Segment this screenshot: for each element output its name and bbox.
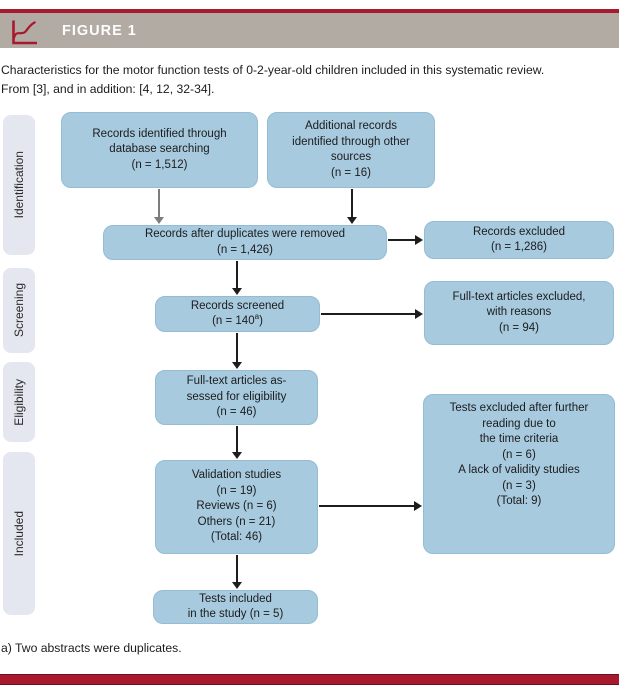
footnote-marker: a [254,312,260,322]
n-value-close: ) [259,315,263,327]
box-line: reading due to [482,417,556,430]
box-line: (n = 3) [502,479,536,492]
box-line: Records identified through [92,127,227,140]
arrow-duplicates-to-screened [232,261,242,295]
box-line: Additional records [304,120,398,132]
arrow-additional-to-duplicates [347,189,357,224]
box-line: (Total: 9) [496,495,542,507]
flow-box-records-screened [155,296,320,332]
box-line: (n = 1,512) [131,158,188,171]
box-line: Full-text articles as- [186,375,287,388]
flow-box-tests-excluded [423,394,615,554]
box-line: database searching [109,143,210,156]
box-line: (n = 1,426) [217,243,273,256]
arrow-duplicates-to-excluded [388,235,423,245]
stage-label: Eligibility [12,378,26,426]
box-line: Full-text articles excluded, [452,290,586,303]
box-line: (n = 1,286) [491,241,547,253]
caption-line: From [3], and in addition: [4, 12, 32-34]. [1,82,215,96]
stage-bar-identification [3,115,35,255]
figure-caption [1,61,617,99]
flow-box-tests-included [153,590,318,624]
box-line: Records excluded [472,225,566,238]
box-line: (n = 16) [331,166,371,179]
stage-label: Identification [12,151,26,219]
box-line: Tests excluded after further [449,402,589,414]
stage-bar-eligibility [3,362,35,442]
box-line: Others (n = 21) [197,515,276,528]
box-line: sessed for eligibility [186,390,287,403]
stage-label: Included [12,510,26,557]
n-value: (n = 140 [212,315,255,327]
box-line: Reviews (n = 6) [196,500,277,513]
flow-box-validation-studies [155,460,318,554]
box-line: Validation studies [191,469,282,482]
arrow-validation-to-tests-excluded [319,501,422,511]
box-line: with reasons [486,306,552,319]
figure-footnote: a) Two abstracts were duplicates. [1,641,182,655]
box-line: (Total: 46) [210,531,263,544]
flow-box-records-excluded [424,221,614,259]
box-line: in the study (n = 5) [187,608,284,620]
stage-bar-screening [3,268,35,353]
box-line: sources [330,151,372,163]
box-line: A lack of validity studies [458,464,580,476]
stage-bar-included [3,452,35,615]
box-line: (n = 19) [216,484,257,497]
box-line [212,314,263,330]
stage-label: Screening [12,283,26,338]
flow-box-after-duplicates [103,225,387,260]
box-line: Records after duplicates were removed [144,228,346,240]
arrow-identified-to-duplicates [154,189,164,224]
arrow-screened-to-assessed [232,333,242,369]
flow-box-records-identified [61,112,258,188]
flow-box-fulltext-assessed [155,370,318,425]
box-line: the time criteria [479,433,559,445]
flow-box-fulltext-excluded [424,281,614,345]
arrow-assessed-to-validation [232,426,242,459]
box-line: identified through other [292,135,410,148]
arrow-screened-to-fulltext-excluded [321,309,423,319]
caption-line: Characteristics for the motor function tests of 0-2-year-old children included in this systematic review. [1,63,545,77]
figure-title: FIGURE 1 [62,22,137,39]
flow-box-additional-records [267,112,435,188]
line-chart-icon [9,17,39,52]
box-line: Records screened [190,299,285,312]
box-line: (n = 6) [502,448,536,461]
figure-header-bar [0,13,619,48]
box-line: (n = 94) [499,321,539,334]
arrow-validation-to-tests-included [232,555,242,589]
bottom-accent-rule [0,674,619,685]
box-line: Tests included [199,592,272,605]
box-line: (n = 46) [216,406,257,419]
